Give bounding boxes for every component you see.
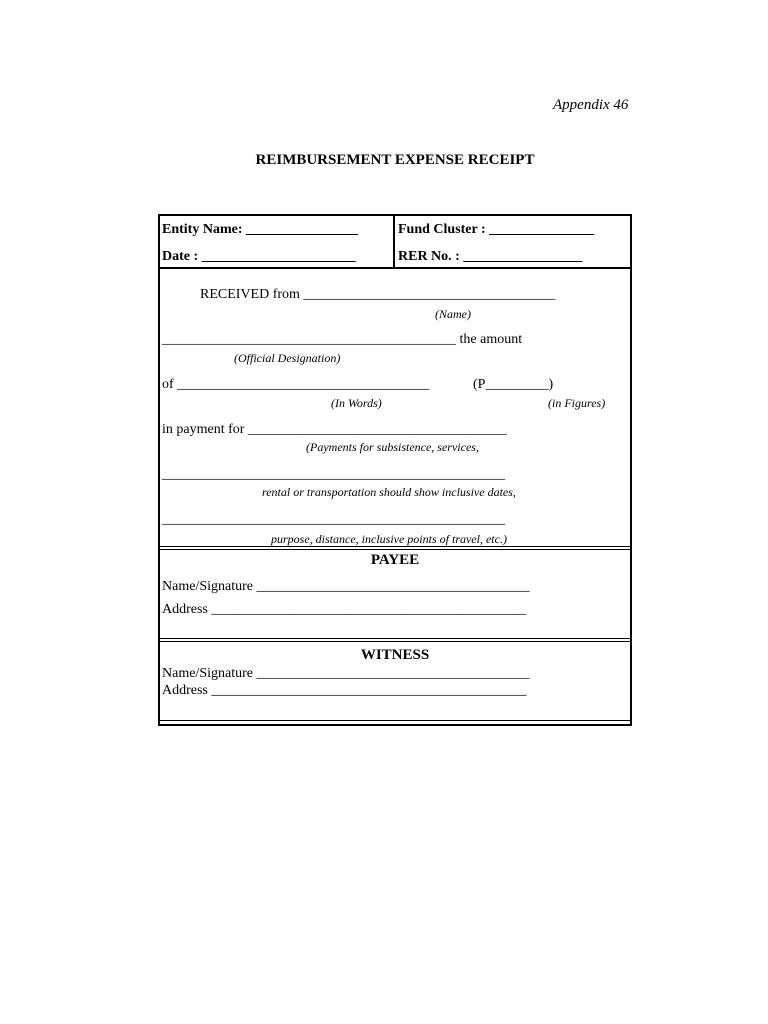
entity-name-field[interactable]: Entity Name: ________________ [162, 222, 358, 237]
witness-address-field[interactable]: Address _____________________________________________ [162, 683, 527, 698]
in-figures-caption: (in Figures) [548, 396, 606, 410]
amount-in-figures-field[interactable]: (P_________) [473, 377, 554, 392]
form-bottom-inner-line [158, 720, 632, 721]
payee-address-field[interactable]: Address _____________________________________________ [162, 602, 527, 617]
appendix-label: Appendix 46 [553, 97, 629, 113]
payment-description-line-3[interactable]: _________________________________________________ [162, 512, 505, 527]
received-from-field[interactable]: RECEIVED from ____________________________________ [200, 287, 556, 302]
witness-divider [158, 638, 632, 639]
official-designation-field[interactable]: __________________________________________ the amount [162, 332, 523, 347]
witness-name-signature-field[interactable]: Name/Signature _______________________________________ [162, 666, 530, 681]
header-divider [158, 267, 632, 269]
header-column-divider [393, 214, 395, 269]
in-words-caption: (In Words) [331, 396, 382, 410]
payee-divider-inner [158, 549, 632, 550]
payee-name-signature-field[interactable]: Name/Signature _______________________________________ [162, 579, 530, 594]
witness-divider-inner [158, 641, 632, 642]
official-designation-caption: (Official Designation) [234, 351, 341, 365]
page-title: REIMBURSEMENT EXPENSE RECEIPT [255, 152, 535, 168]
payment-description-line-2[interactable]: _________________________________________________ [162, 467, 505, 482]
amount-in-words-field[interactable]: of ____________________________________ [162, 377, 430, 392]
payee-heading: PAYEE [370, 552, 420, 568]
name-caption: (Name) [435, 307, 471, 321]
purpose-caption: purpose, distance, inclusive points of travel, etc.) [271, 532, 507, 546]
payee-divider [158, 546, 632, 547]
fund-cluster-field[interactable]: Fund Cluster : _______________ [398, 222, 595, 237]
date-field[interactable]: Date : ______________________ [162, 249, 356, 264]
witness-heading: WITNESS [360, 647, 430, 663]
rer-no-field[interactable]: RER No. : _________________ [398, 249, 583, 264]
payment-for-field[interactable]: in payment for _____________________________________ [162, 422, 507, 437]
payments-caption: (Payments for subsistence, services, [306, 440, 479, 454]
rental-caption: rental or transportation should show inclusive dates, [262, 485, 516, 499]
